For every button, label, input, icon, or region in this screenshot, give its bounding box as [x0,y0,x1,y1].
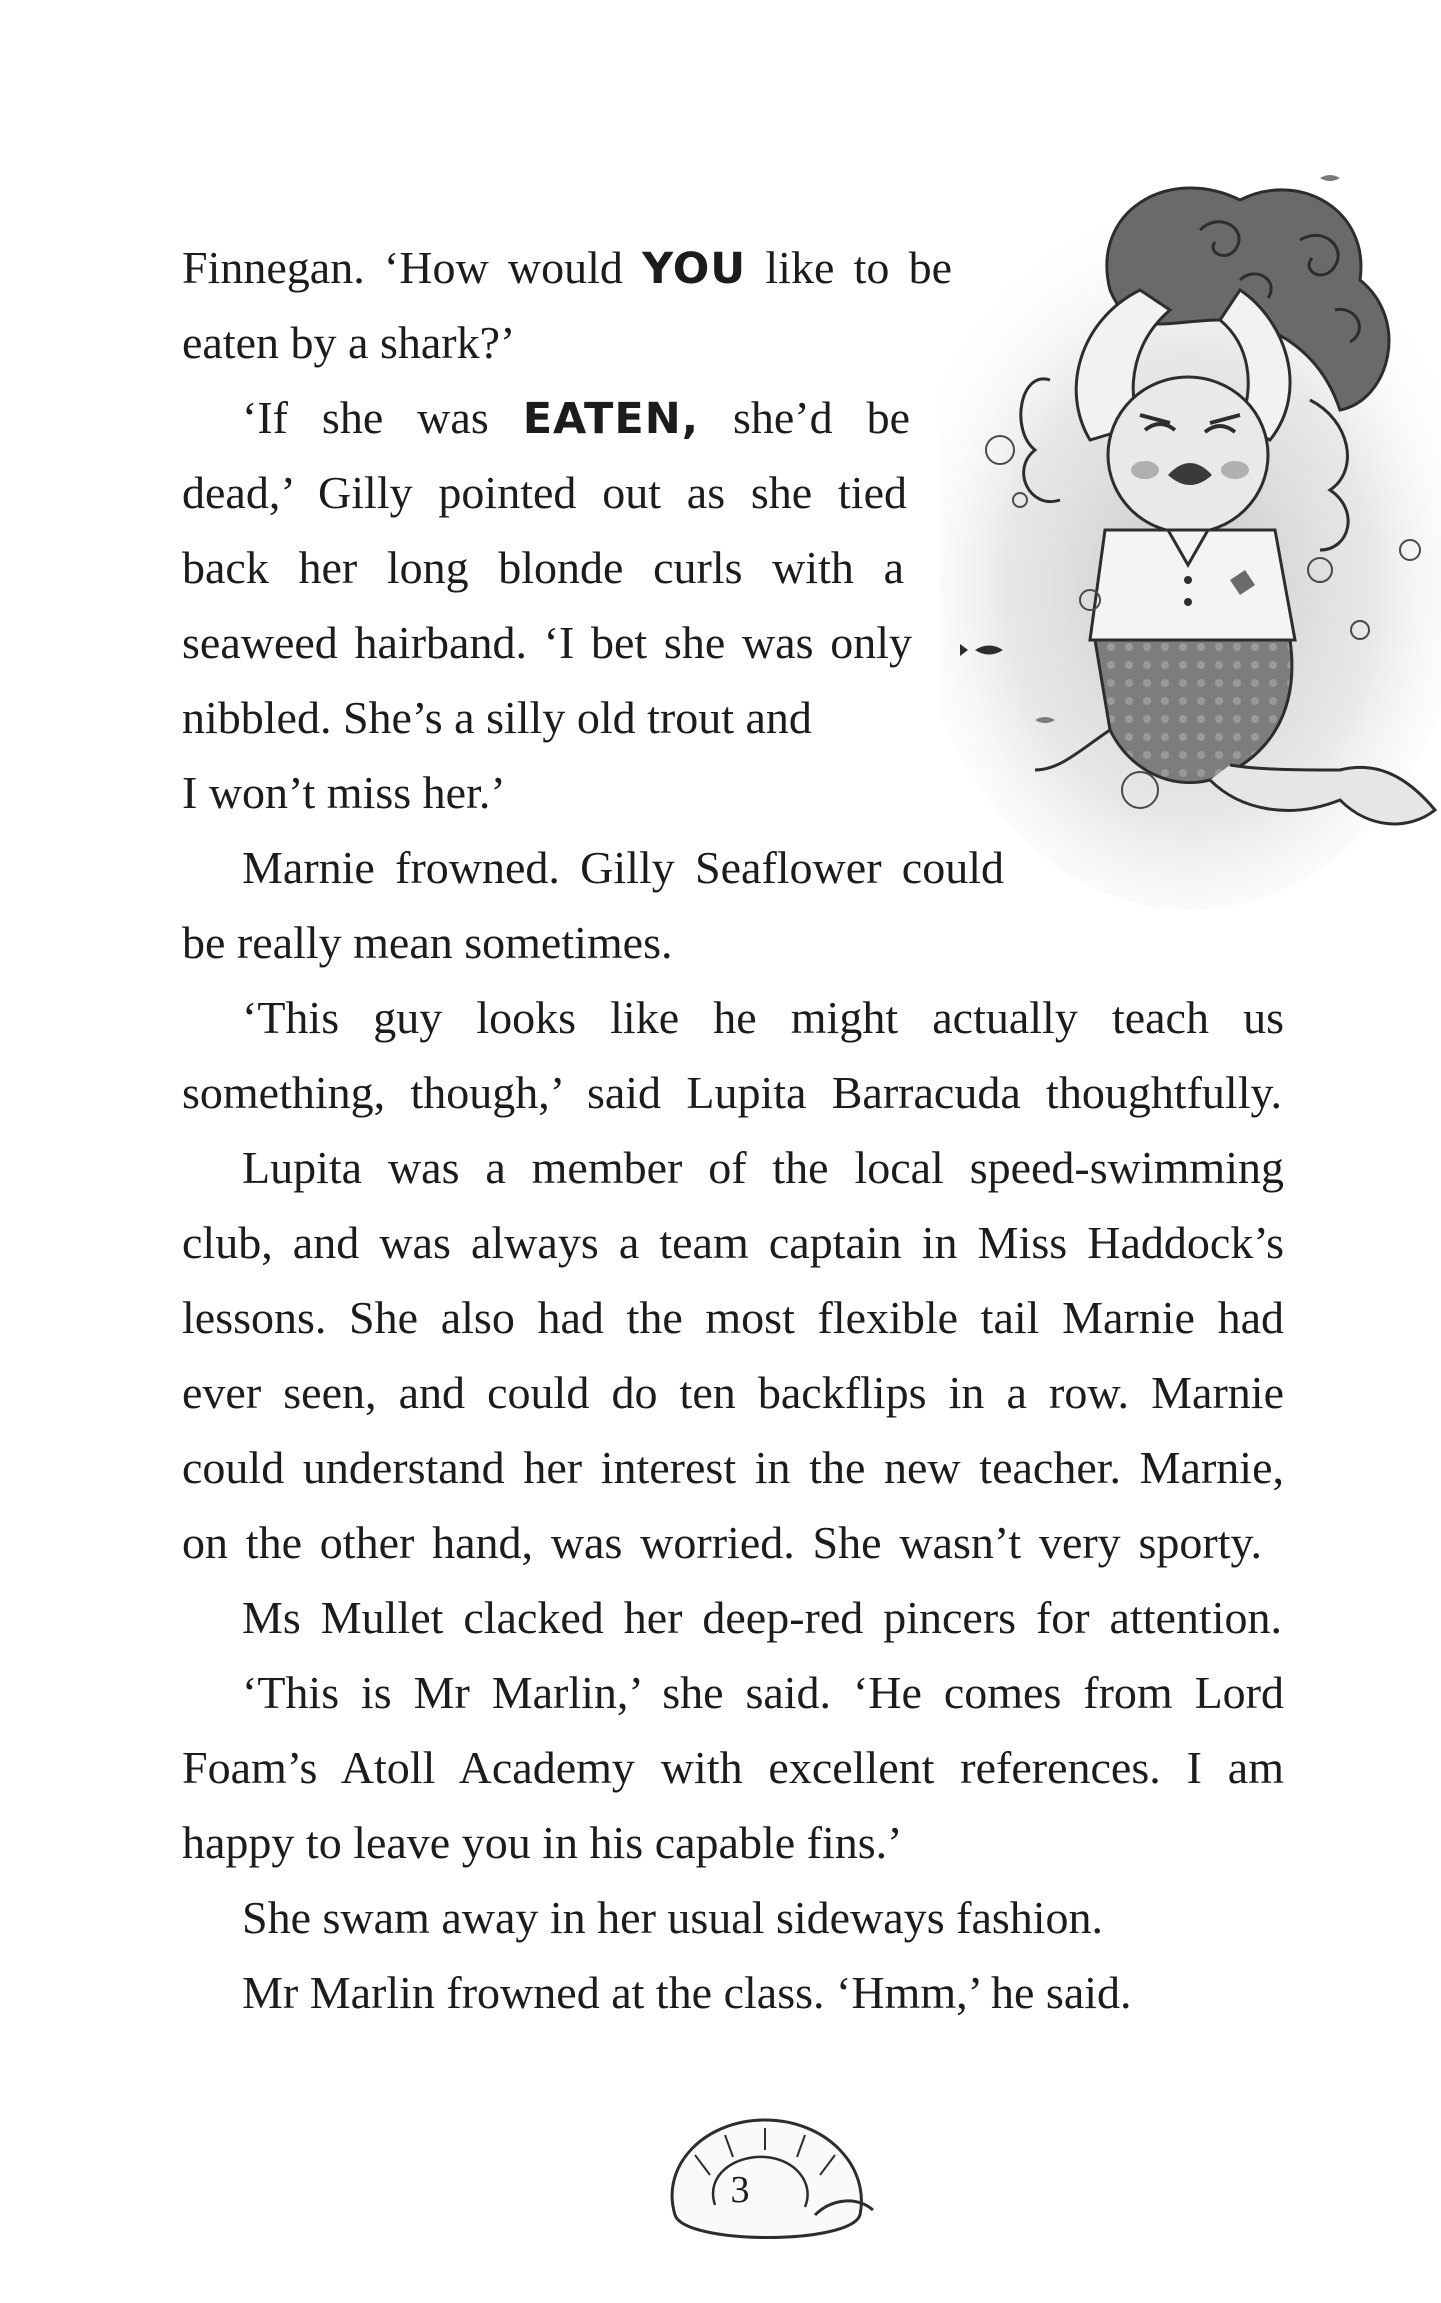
text-line: something, though,’ said Lupita Barracuda thoughtfully. [182,1067,1282,1118]
text-line: be really mean sometimes. [182,917,673,968]
text-line [242,380,910,456]
text-line: She swam away in her usual sideways fashion. [242,1892,1104,1943]
text-line: happy to leave you in his capable fins.’ [182,1817,903,1868]
text-line: Marnie frowned. Gilly Seaflower could [242,842,1004,893]
text-line: ‘This is Mr Marlin,’ she said. ‘He comes from Lord [242,1667,1284,1718]
emphasis-word: YOU [642,244,747,294]
text-segment: ‘If she was [242,392,523,443]
text-line: Mr Marlin frowned at the class. ‘Hmm,’ he said. [242,1967,1132,2018]
text-line: on the other hand, was worried. She wasn’t very sporty. [182,1517,1262,1568]
text-segment: she’d be [699,392,910,443]
text-line: I won’t miss her.’ [182,767,506,818]
text-line: back her long blonde curls with a [182,542,904,593]
text-line: Foam’s Atoll Academy with excellent references. I am [182,1742,1284,1793]
spiral-shell-icon [655,2095,880,2255]
text-line: eaten by a shark?’ [182,317,516,368]
emphasis-word: EATEN, [522,394,700,444]
text-line: could understand her interest in the new teacher. Marnie, [182,1442,1284,1493]
text-line: club, and was always a team captain in Miss Haddock’s [182,1217,1284,1268]
text-line: Lupita was a member of the local speed-swimming [242,1142,1284,1193]
angry-mermaid-illustration-icon [940,170,1441,930]
text-line: nibbled. She’s a silly old trout and [182,692,812,743]
page-number: 3 [730,2169,750,2211]
text-segment: Finnegan. ‘How would [182,242,643,293]
text-line [182,230,952,306]
text-line: lessons. She also had the most flexible tail Marnie had [182,1292,1284,1343]
text-line: seaweed hairband. ‘I bet she was only [182,617,912,668]
text-line: dead,’ Gilly pointed out as she tied [182,467,907,518]
text-line: Ms Mullet clacked her deep-red pincers for attention. [242,1592,1282,1643]
text-segment: like to be [746,242,952,293]
text-line: ‘This guy looks like he might actually teach us [242,992,1284,1043]
text-line: ever seen, and could do ten backflips in a row. Marnie [182,1367,1284,1418]
